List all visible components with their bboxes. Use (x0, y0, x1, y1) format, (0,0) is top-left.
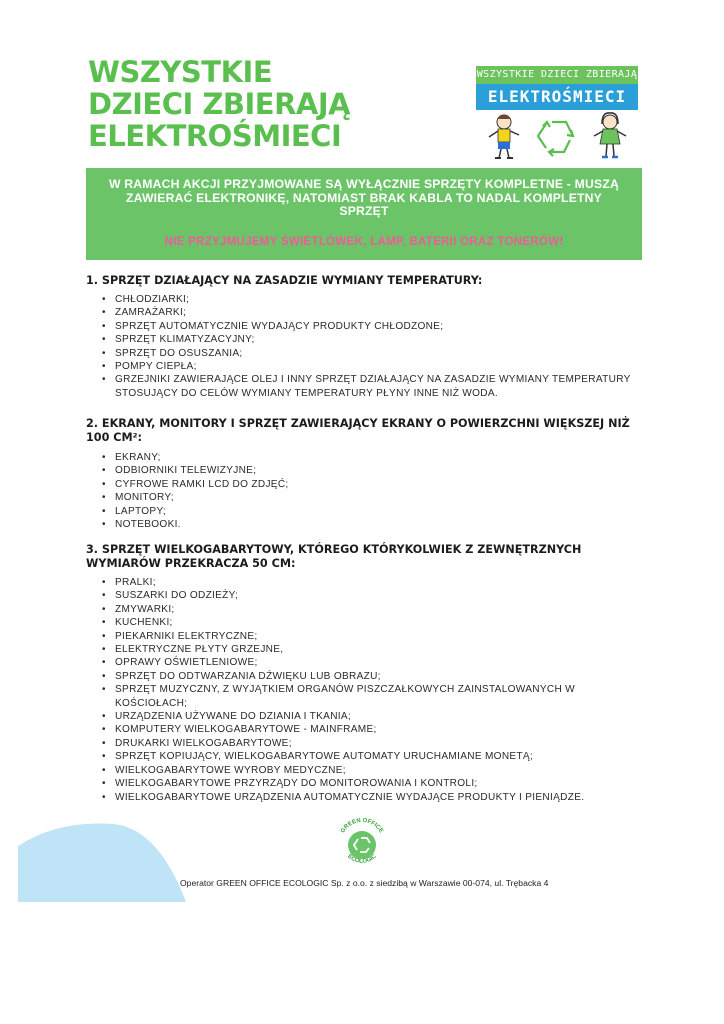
list-item: • WIELKOGABARYTOWE URZĄDZENIA AUTOMATYCZNIE WYDAJĄCE PRODUKTY I PIENIĄDZE. (100, 791, 640, 804)
green-office-logo (329, 815, 395, 871)
list-item: • LAPTOPY; (100, 505, 640, 518)
list-item: • OPRAWY OŚWIETLENIOWE; (100, 656, 640, 669)
list-item: • SPRZĘT KOPIUJĄCY, WIELKOGABARYTOWE AUTOMATY URUCHAMIANE MONETĄ; (100, 750, 640, 763)
list-item: • SUSZARKI DO ODZIEŻY; (100, 589, 640, 602)
section-3-heading: 3. SPRZĘT WIELKOGABARYTOWY, KTÓREGO KTÓRYKOLWIEK Z ZEWNĘTRZNYCH WYMIARÓW PRZEKRACZA 50 CM: (86, 543, 582, 570)
list-item: • KOMPUTERY WIELKOGABARYTOWE - MAINFRAME; (100, 723, 640, 736)
list-item: • PIEKARNIKI ELEKTRYCZNE; (100, 630, 640, 643)
logo-text-top: GREEN OFFICE (340, 817, 384, 835)
section-3-list (100, 576, 640, 804)
girl-figure-icon (594, 113, 626, 157)
notice-box (86, 168, 642, 260)
title-line-1: WSZYSTKIE (88, 55, 273, 89)
list-item: • ELEKTRYCZNE PŁYTY GRZEJNE, (100, 643, 640, 656)
section-2-heading: 2. EKRANY, MONITORY I SPRZĘT ZAWIERAJĄCY EKRANY O POWIERZCHNI WIĘKSZEJ NIŻ 100 CM²: (86, 417, 630, 444)
title-line-3: ELEKTROŚMIECI (88, 119, 342, 153)
title-line-2: DZIECI ZBIERAJĄ (88, 87, 351, 121)
list-item: • DRUKARKI WIELKOGABARYTOWE; (100, 737, 640, 750)
section-2-list (100, 451, 640, 531)
list-item: • GRZEJNIKI ZAWIERAJĄCE OLEJ I INNY SPRZĘT DZIAŁAJĄCY NA ZASADZIE WYMIANY TEMPERATURY STOSUJĄCY DO CELÓW WYMIANY TEMPERATURY PŁYNY INNE NIŻ WODA. (100, 373, 640, 400)
list-item: • WIELKOGABARYTOWE WYROBY MEDYCZNE; (100, 764, 640, 777)
logo-main-text: ELEKTROŚMIECI (476, 84, 638, 110)
logo-illustration (476, 110, 638, 162)
list-item: • SPRZĘT AUTOMATYCZNIE WYDAJĄCY PRODUKTY CHŁODZONE; (100, 320, 640, 333)
campaign-logo (476, 66, 641, 162)
list-item: • CHŁODZIARKI; (100, 293, 640, 306)
list-item: • SPRZĘT DO ODTWARZANIA DŹWIĘKU LUB OBRAZU; (100, 670, 640, 683)
list-item: • SPRZĘT MUZYCZNY, Z WYJĄTKIEM ORGANÓW PISZCZAŁKOWYCH ZAINSTALOWANYCH W KOŚCIOŁACH; (100, 683, 640, 710)
list-item: • CYFROWE RAMKI LCD DO ZDJĘĆ; (100, 478, 640, 491)
list-item: • EKRANY; (100, 451, 640, 464)
list-item: • SPRZĘT KLIMATYZACYJNY; (100, 333, 640, 346)
list-item: • PRALKI; (100, 576, 640, 589)
recycle-icon (538, 122, 573, 156)
list-item: • NOTEBOOKI. (100, 518, 640, 531)
logo-top-text: WSZYSTKIE DZIECI ZBIERAJĄ (476, 66, 638, 84)
section-1-list (100, 293, 640, 400)
list-item: • ZMYWARKI; (100, 603, 640, 616)
warning-text: NIE PRZYJMUJEMY ŚWIETLÓWEK, LAMP, BATERII ORAZ TONERÓW! (164, 236, 564, 248)
notice-text: W RAMACH AKCJI PRZYJMOWANE SĄ WYŁĄCZNIE SPRZĘTY KOMPLETNE - MUSZĄ ZAWIERAĆ ELEKTRONIKĘ, NATOMIAST BRAK KABLA TO NADAL KOMPLETNY SPRZĘT (109, 177, 619, 218)
list-item: • ZAMRAŻARKI; (100, 306, 640, 319)
logo-text-bottom: ECOLOGIC (346, 853, 378, 865)
section-1-heading: 1. SPRZĘT DZIAŁAJĄCY NA ZASADZIE WYMIANY TEMPERATURY: (86, 274, 483, 287)
list-item: • ODBIORNIKI TELEWIZYJNE; (100, 464, 640, 477)
boy-figure-icon (489, 115, 519, 158)
list-item: • SPRZĘT DO OSUSZANIA; (100, 347, 640, 360)
footer-operator-text: Operator GREEN OFFICE ECOLOGIC Sp. z o.o. z siedzibą w Warszawie 00-074, ul. Trębacka 4 (180, 878, 549, 888)
page-title (88, 56, 388, 152)
decorative-wave (18, 818, 188, 902)
list-item: • POMPY CIEPŁA; (100, 360, 640, 373)
list-item: • URZĄDZENIA UŻYWANE DO DZIANIA I TKANIA; (100, 710, 640, 723)
list-item: • KUCHENKI; (100, 616, 640, 629)
list-item: • WIELKOGABARYTOWE PRZYRZĄDY DO MONITOROWANIA I KONTROLI; (100, 777, 640, 790)
list-item: • MONITORY; (100, 491, 640, 504)
